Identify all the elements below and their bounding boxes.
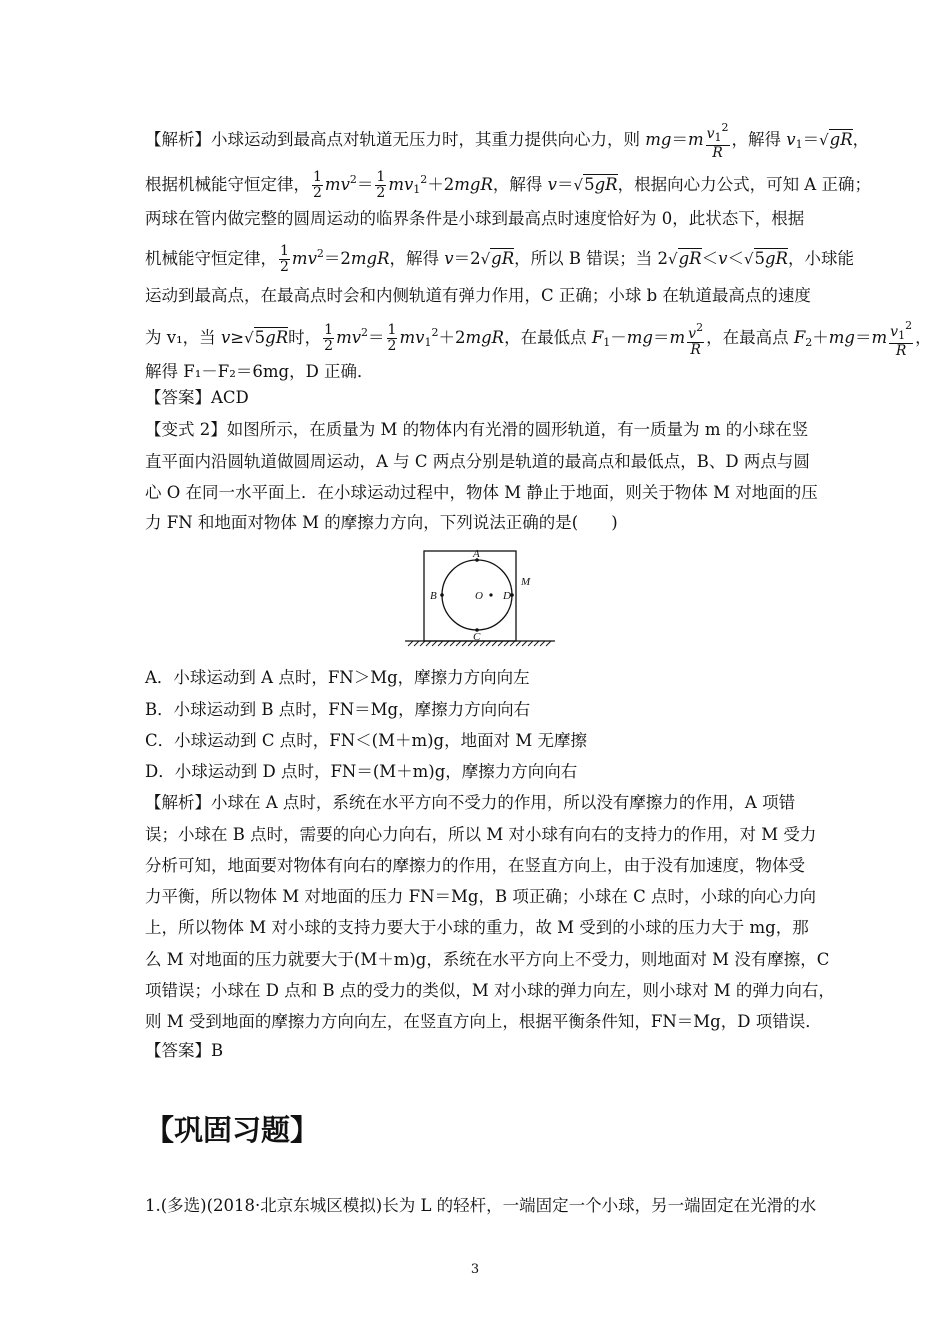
exercise1: 1.(多选)(2018·北京东城区模拟)长为 L 的轻杆，一端固定一个小球，另一端固定在光滑的水 — [145, 1196, 817, 1215]
analysis2-line1: 【解析】小球在 A 点时，系统在水平方向不受力的作用，所以没有摩擦力的作用，A 项错 — [145, 793, 796, 812]
variant-line1: 【变式 2】如图所示，在质量为 M 的物体内有光滑的圆形轨道，有一质量为 m 的小球在竖 — [145, 420, 809, 439]
analysis1-line3: 两球在管内做完整的圆周运动的临界条件是小球到最高点时速度恰好为 0，此状态下，根据 — [145, 209, 805, 228]
page-number: 3 — [470, 1262, 480, 1277]
option-b: B．小球运动到 B 点时，FN＝Mg，摩擦力方向向右 — [145, 700, 531, 719]
analysis1-line7: 解得 F₁－F₂＝6mg，D 正确． — [145, 362, 374, 381]
analysis1-line6: 为 v₁，当 v≥√5gR时， $\frac{1}{2}$ $mv^2=$ $\frac{1}{2}$ $mv_1^2+2mgR$，在最低点 $F_1-mg=m$ $\frac{v^2}{R}$ ，在最高点 $F_2+mg=m$ $\frac{v_1^2}{R}$ ， — [145, 319, 932, 359]
answer2: 【答案】B — [145, 1041, 224, 1060]
point-b — [440, 593, 444, 597]
option-a: A．小球运动到 A 点时，FN＞Mg，摩擦力方向向左 — [145, 668, 530, 687]
analysis1-text: 【解析】小球运动到最高点对轨道无压力时，其重力提供向心力，则 — [145, 130, 640, 149]
analysis2-line6: 么 M 对地面的压力就要大于(M＋m)g，系统在水平方向上不受力，则地面对 M 没有摩擦，C — [145, 950, 830, 969]
analysis2-line4: 力平衡，所以物体 M 对地面的压力 FN＝Mg，B 项正确；小球在 C 点时，小球的向心力向 — [145, 887, 816, 906]
variant-line2: 直平面内沿圆轨道做圆周运动，A 与 C 两点分别是轨道的最高点和最低点，B、D 两点与圆 — [145, 452, 810, 471]
label-m: M — [521, 576, 531, 588]
analysis1-line1: 【解析】小球运动到最高点对轨道无压力时，其重力提供向心力，则 mg＝m $\frac{v_1^2}{R}$ ，解得 $v_1=√gR$， — [145, 121, 870, 161]
analysis1-line4: 机械能守恒定律， $\frac{1}{2}$ $mv^2=2mgR$，解得 v＝2√gR，所以 B 错误；当 2√gR＜v＜√5gR，小球能 — [145, 243, 854, 275]
answer1: 【答案】ACD — [145, 388, 249, 407]
analysis2-line2: 误；小球在 B 点时，需要的向心力向右，所以 M 对小球有向右的支持力的作用，对 M 受力 — [145, 825, 817, 844]
analysis1-line2: 根据机械能守恒定律， $\frac{1}{2}$ $mv^2=$ $\frac{1}{2}$ $mv_1^2+2mgR$，解得 v＝√5gR，根据向心力公式，可知 A 正确； — [145, 169, 871, 201]
analysis2-line3: 分析可知，地面要对物体有向右的摩擦力的作用，在竖直方向上，由于没有加速度，物体受 — [145, 856, 805, 875]
label-b: B — [430, 590, 437, 602]
analysis1-line5: 运动到最高点，在最高点时会和内侧轨道有弹力作用，C 正确；小球 b 在轨道最高点的速度 — [145, 286, 811, 305]
label-a: A — [473, 548, 480, 560]
circular-track-figure — [400, 545, 560, 653]
analysis2-line7: 项错误；小球在 D 点和 B 点的受力的类似，M 对小球的弹力向左，则小球对 M 的弹力向右， — [145, 981, 835, 1000]
label-o: O — [475, 590, 483, 602]
variant-line4: 力 FN 和地面对物体 M 的摩擦力方向，下列说法正确的是( ) — [145, 513, 618, 532]
label-c: C — [473, 631, 481, 643]
option-d: D．小球运动到 D 点时，FN＝(M＋m)g，摩擦力方向向右 — [145, 762, 578, 781]
section-title: 【巩固习题】 — [145, 1113, 320, 1147]
analysis2-line8: 则 M 受到地面的摩擦力方向向左，在竖直方向上，根据平衡条件知，FN＝Mg，D 项错误． — [145, 1012, 822, 1031]
variant-line3: 心 O 在同一水平面上．在小球运动过程中，物体 M 静止于地面，则关于物体 M 对地面的压 — [145, 483, 818, 502]
label-d: D — [503, 590, 511, 602]
analysis2-line5: 上，所以物体 M 对小球的支持力要大于小球的重力，故 M 受到的小球的压力大于 mg，那 — [145, 918, 809, 937]
point-o — [489, 593, 492, 596]
option-c: C．小球运动到 C 点时，FN＜(M＋m)g，地面对 M 无摩擦 — [145, 731, 587, 750]
